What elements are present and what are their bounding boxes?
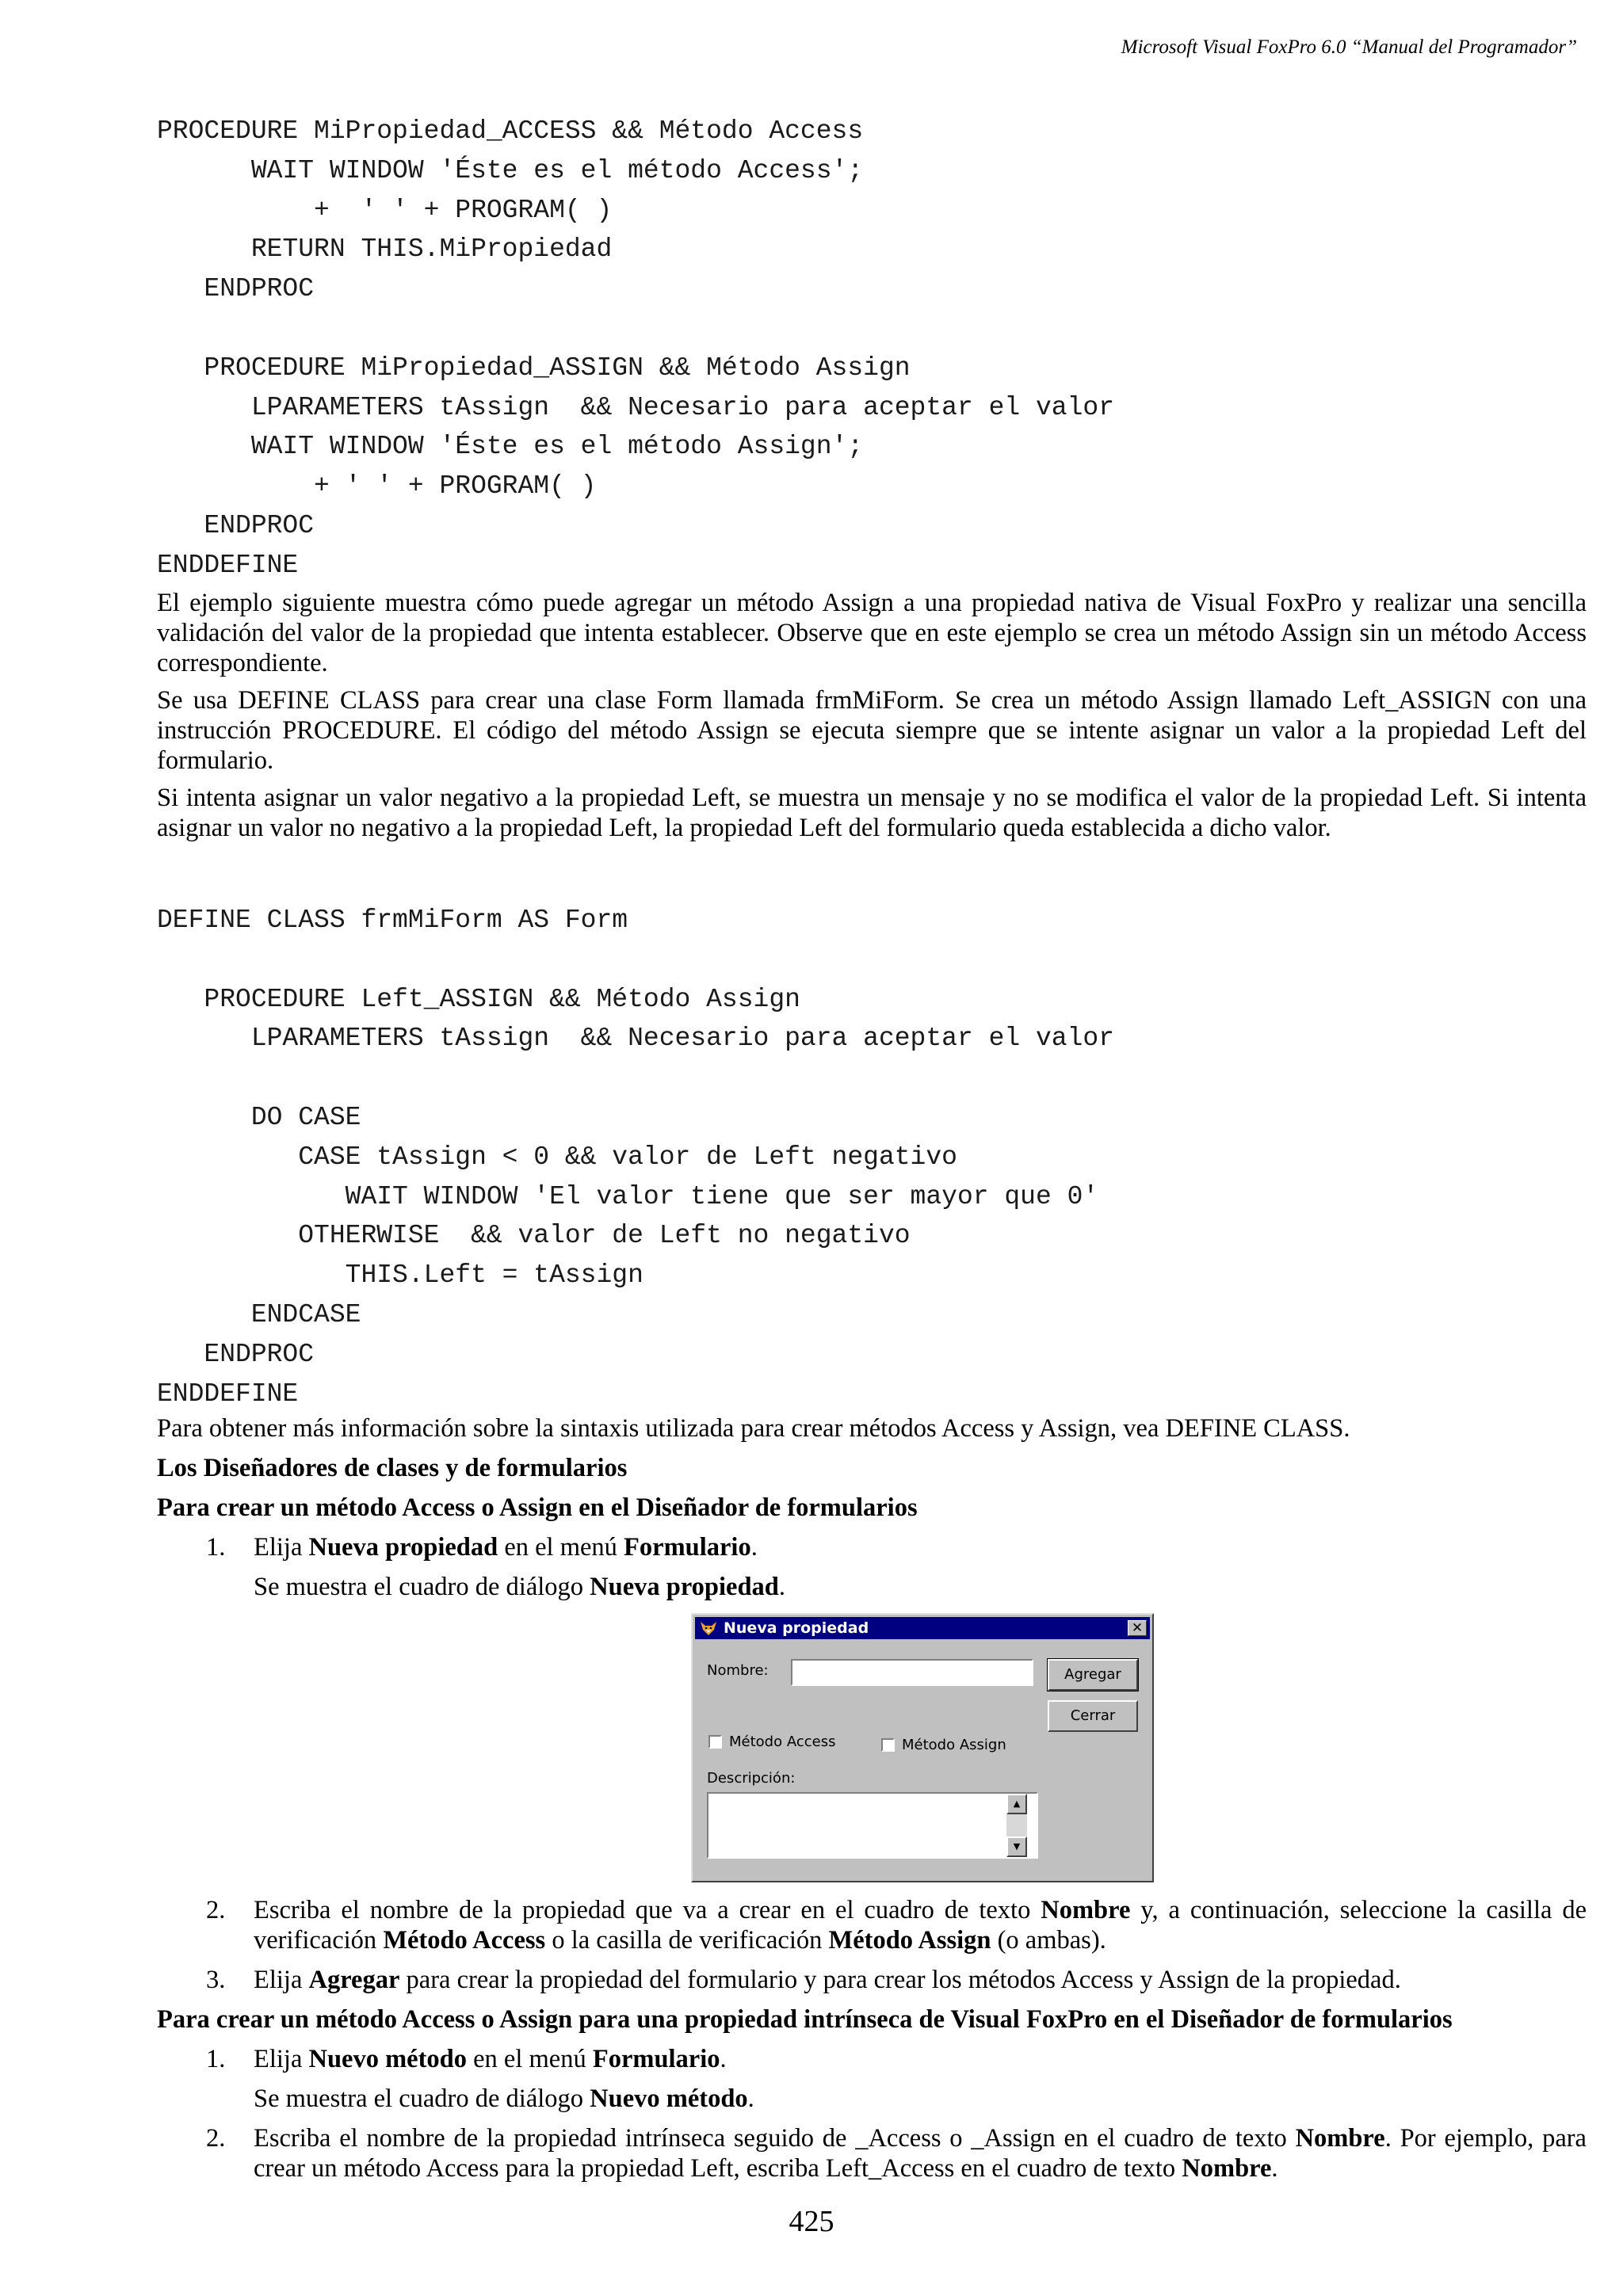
procedure-heading-form-designer: Para crear un método Access o Assign en el Diseñador de formularios [157,1493,918,1522]
assign-checkbox-label: Método Assign [902,1737,1006,1753]
description-label: Descripción: [707,1770,796,1787]
scroll-down-icon[interactable]: ▼ [1006,1836,1027,1857]
procedure-heading-intrinsic-property: Para crear un método Access o Assign para una propiedad intrínseca de Visual FoxPro en el Diseñador de formularios [157,2005,1453,2034]
paragraph-assign-example: El ejemplo siguiente muestra cómo puede agregar un método Assign a una propiedad nativa de Visual FoxPro y realizar una sencilla validación del valor de la propiedad que intenta establecer. Observe que en este ejemplo se crea un método Assign sin un método Access correspondiente. [157,589,1587,677]
foxpro-fox-icon [700,1620,717,1636]
dialog-title: Nueva propiedad [724,1619,869,1637]
description-textarea[interactable] [707,1792,1038,1859]
name-input[interactable] [791,1659,1033,1686]
page-number: 425 [789,2205,834,2238]
close-icon[interactable]: ✕ [1128,1620,1147,1636]
description-scrollbar[interactable] [1006,1794,1027,1857]
paragraph-more-info: Para obtener más información sobre la sintaxis utilizada para crear métodos Access y Assign, vea DEFINE CLASS. [157,1414,1350,1443]
add-button[interactable]: Agregar [1048,1659,1138,1691]
new-property-dialog [691,1613,1154,1882]
code-block-left-assign: DEFINE CLASS frmMiForm AS Form PROCEDURE Left_ASSIGN && Método Assign LPARAMETERS tAssign && Necesario para aceptar el valor DO CASE CASE tAssign < 0 && valor de Left negativo WAIT WINDOW 'El valor tiene que ser mayor que 0' OTHERWISE && valor de Left no negativo THIS.Left = tAssign ENDCASE ENDPROC ENDDEFINE [157,906,1114,1409]
paragraph-negative-value: Si intenta asignar un valor negativo a la propiedad Left, se muestra un mensaje y no se modifica el valor de la propiedad Left. Si intenta asignar un valor no negativo a la propiedad Left, la propiedad Left del formulario queda establecida a dicho valor. [157,784,1587,842]
paragraph-define-class: Se usa DEFINE CLASS para crear una clase Form llamada frmMiForm. Se crea un método Assign llamado Left_ASSIGN con una instrucción PROCEDURE. El código del método Assign se ejecuta siempre que se intente asignar un valor a la propiedad Left del formulario. [157,686,1587,775]
code-block-access-assign: PROCEDURE MiPropiedad_ACCESS && Método Access WAIT WINDOW 'Éste es el método Access'; + ' ' + PROGRAM( ) RETURN THIS.MiPropiedad ENDPROC PROCEDURE MiPropiedad_ASSIGN && Método Assign LPARAMETERS tAssign && Necesario para aceptar el valor WAIT WINDOW 'Éste es el método Assign'; + ' ' + PROGRAM( ) ENDPROC ENDDEFINE [157,116,1114,580]
running-header: Microsoft Visual FoxPro 6.0 “Manual del Programador” [1121,36,1577,58]
close-button[interactable]: Cerrar [1048,1700,1138,1732]
scroll-up-icon[interactable]: ▲ [1006,1794,1027,1814]
section-heading-designers: Los Diseñadores de clases y de formularios [157,1454,628,1482]
access-checkbox-label: Método Access [729,1733,836,1750]
name-label: Nombre: [707,1662,769,1679]
access-checkbox[interactable] [708,1735,722,1749]
assign-checkbox[interactable] [881,1738,895,1752]
dialog-titlebar [695,1617,1150,1639]
body-text-1 [157,588,1587,850]
